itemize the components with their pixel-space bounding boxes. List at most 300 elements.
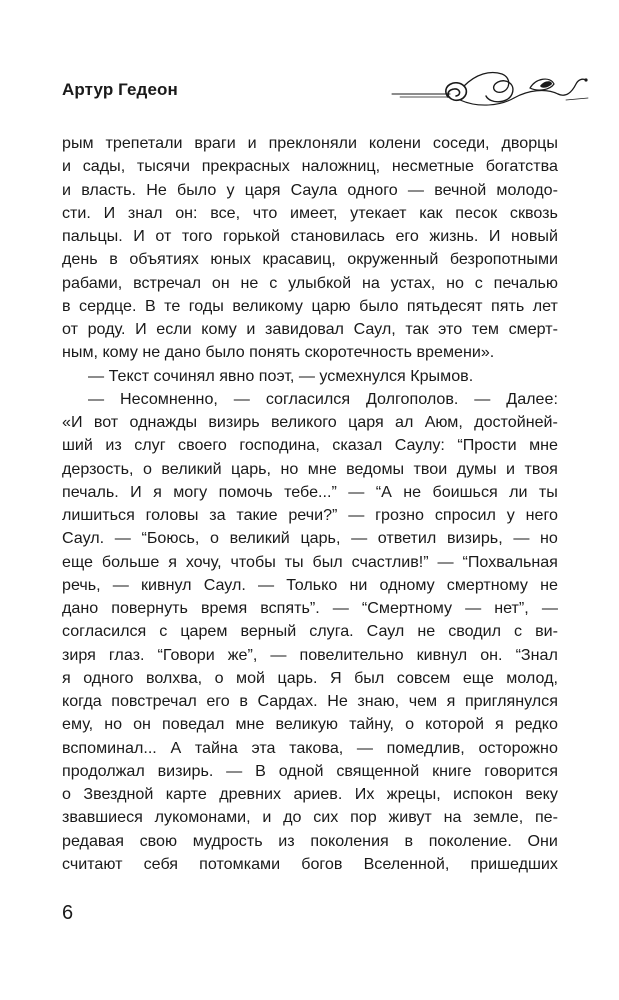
word: враги xyxy=(194,134,236,152)
word: поколения xyxy=(310,831,389,850)
word: тебе...” xyxy=(284,482,337,501)
word: еще xyxy=(62,552,93,571)
word: рабами, xyxy=(62,273,123,292)
word: Саул. xyxy=(203,575,246,594)
word: и xyxy=(247,134,257,152)
word: молодо- xyxy=(496,180,558,199)
word: И xyxy=(103,203,116,222)
word: ответил xyxy=(377,529,437,548)
word: дано xyxy=(62,599,99,617)
word: пять xyxy=(491,296,525,315)
text-line xyxy=(62,504,558,527)
word: о xyxy=(62,785,71,803)
word: дворцы xyxy=(501,134,558,152)
text-line xyxy=(62,248,558,271)
word: ты xyxy=(538,482,558,501)
word: “А xyxy=(375,482,392,501)
word: тем xyxy=(471,320,499,338)
word: утекает xyxy=(350,203,407,222)
word: Саул, xyxy=(353,320,396,338)
text-line xyxy=(62,783,558,806)
text-line-content: ным, кому не дано было понять скоротечность времени». xyxy=(62,343,495,362)
word: — xyxy=(114,529,131,548)
word: если xyxy=(156,320,192,338)
word: карте xyxy=(165,785,207,803)
word: дерзость, xyxy=(62,459,134,478)
running-head-author: Артур Гедеон xyxy=(62,80,178,99)
word: чем xyxy=(408,692,438,710)
word: был xyxy=(354,668,385,687)
word: Они xyxy=(527,831,558,850)
word: все, xyxy=(210,203,241,222)
word: одного xyxy=(347,180,398,199)
word: себя xyxy=(143,854,179,873)
text-line xyxy=(62,574,558,597)
word: Только xyxy=(286,575,338,594)
word: у xyxy=(226,180,235,199)
word: — xyxy=(513,529,530,548)
word: согласился xyxy=(62,622,147,641)
word: что xyxy=(252,203,278,222)
word: Вселенной, xyxy=(363,854,450,873)
word: — xyxy=(88,389,105,408)
word: “Прости xyxy=(457,436,517,455)
word: звавшиеся xyxy=(62,808,143,827)
word: знал xyxy=(127,203,163,222)
word: И xyxy=(135,320,147,338)
word: грозно xyxy=(375,506,424,524)
word: Не xyxy=(327,692,348,710)
word: великому xyxy=(232,296,303,315)
word: власть. xyxy=(81,180,136,199)
word: горькой xyxy=(223,227,281,245)
word: с xyxy=(269,273,278,292)
word: визирь. xyxy=(157,761,214,780)
word: приглянулся xyxy=(464,692,558,710)
word: день xyxy=(62,250,98,269)
word: повернуть xyxy=(111,599,188,617)
text-line-content: — Текст сочинял явно поэт, — усмехнулся Крымов. xyxy=(88,366,474,385)
word: объятиях xyxy=(129,250,199,269)
word: сводил xyxy=(448,622,501,641)
word: верный xyxy=(240,622,297,641)
word: древних xyxy=(219,785,282,803)
word: рым xyxy=(62,134,94,152)
word: с xyxy=(474,273,483,292)
word: с xyxy=(159,622,168,641)
word: волхва, xyxy=(145,668,203,687)
word: из xyxy=(105,436,122,455)
word: И xyxy=(130,482,142,501)
word: пришедших xyxy=(470,854,558,873)
word: — xyxy=(226,761,243,780)
text-line xyxy=(62,830,558,853)
word: великий xyxy=(229,529,290,548)
word: царь. xyxy=(277,668,318,687)
word: в xyxy=(404,831,414,850)
word: жизнь. xyxy=(429,227,479,245)
word: глаз. xyxy=(108,645,145,664)
word: за xyxy=(209,506,226,524)
text-line xyxy=(62,597,558,620)
word: царь, xyxy=(300,529,341,548)
word: редавая xyxy=(62,831,124,850)
word: встречал xyxy=(133,273,201,292)
word: о xyxy=(214,668,224,687)
word: повстречал xyxy=(111,692,197,710)
word: царя xyxy=(244,180,281,199)
word: на xyxy=(443,808,462,827)
word: великий xyxy=(161,459,222,478)
word: смертному xyxy=(446,575,528,594)
text-line xyxy=(62,295,558,318)
text-line xyxy=(62,434,558,457)
word: лишиться xyxy=(62,506,135,524)
word: книге xyxy=(432,761,472,780)
word: ему, xyxy=(62,715,94,734)
word: лет xyxy=(532,296,558,315)
text-line xyxy=(62,132,558,155)
word: “Смертному xyxy=(361,599,453,617)
word: ал xyxy=(395,413,414,431)
word: помедлив, xyxy=(386,738,465,757)
word: царя xyxy=(348,413,384,431)
word: мудрость xyxy=(192,831,263,850)
word: царю xyxy=(311,296,351,315)
word: — xyxy=(437,552,454,571)
word: царем xyxy=(180,622,228,641)
word: веку xyxy=(525,785,558,803)
word: редко xyxy=(514,715,558,734)
word: того xyxy=(181,227,213,245)
word: — xyxy=(356,738,373,757)
word: новый xyxy=(510,227,558,245)
word: вот xyxy=(93,413,119,431)
word: преклоняли xyxy=(268,134,357,152)
word: одному xyxy=(379,575,435,594)
text-line xyxy=(62,458,558,481)
word: те xyxy=(164,296,181,315)
word: завидовал xyxy=(265,320,344,338)
word: был xyxy=(312,552,343,571)
word: песок xyxy=(455,203,498,222)
word: сказал xyxy=(332,436,383,455)
word: однажды xyxy=(129,413,198,431)
word: сердце. xyxy=(79,296,137,315)
word: я xyxy=(153,482,162,501)
page-number: 6 xyxy=(62,902,74,924)
word: я xyxy=(495,715,504,734)
word: тайна xyxy=(194,738,238,757)
word: слуга. xyxy=(309,622,354,641)
word: но xyxy=(540,529,558,548)
word: лукомонами, xyxy=(154,808,251,827)
word: Их xyxy=(354,785,375,803)
text-line xyxy=(62,155,558,178)
text-line xyxy=(62,202,558,225)
word: ариев. xyxy=(293,785,343,803)
word: испокон xyxy=(453,785,513,803)
text-line xyxy=(62,551,558,574)
word: Сардах. xyxy=(257,692,318,710)
word: из xyxy=(278,831,295,850)
word: окруженный xyxy=(347,250,439,269)
word: в xyxy=(239,692,248,710)
word: И xyxy=(488,227,501,245)
word: осторожно xyxy=(478,738,558,757)
word: — xyxy=(233,389,250,408)
word: жрецы, xyxy=(386,785,441,803)
word: не xyxy=(417,622,436,641)
word: красавиц, xyxy=(262,250,336,269)
word: трепетали xyxy=(105,134,183,152)
word: В xyxy=(255,761,266,780)
word: наложниц, xyxy=(301,157,381,176)
text-line xyxy=(62,713,558,736)
text-line xyxy=(62,411,558,434)
word: одной xyxy=(278,761,324,780)
word: нет”, xyxy=(494,599,529,617)
word: господина, xyxy=(239,436,320,455)
text-line xyxy=(62,690,558,713)
word: имеет, xyxy=(289,203,338,222)
word: богатства xyxy=(485,157,558,176)
word: — xyxy=(112,575,129,594)
word: на xyxy=(361,273,380,292)
word: повелительно xyxy=(299,645,404,664)
word: потомками xyxy=(199,854,281,873)
word: кивнул xyxy=(416,645,468,664)
word: он xyxy=(211,273,230,292)
word: у xyxy=(506,506,515,524)
word: великую xyxy=(275,715,338,734)
text-line xyxy=(62,179,558,202)
word: было xyxy=(359,296,399,315)
word: время xyxy=(200,599,248,617)
word: говорится xyxy=(484,761,558,780)
word: священной xyxy=(336,761,420,780)
word: поколение. xyxy=(428,831,512,850)
word: мне xyxy=(235,715,265,734)
text-line xyxy=(62,481,558,504)
word: — xyxy=(257,575,275,594)
word: соседи, xyxy=(432,134,490,152)
word: твои xyxy=(413,459,448,478)
word: безропотными xyxy=(449,250,558,269)
word: речи?” xyxy=(288,506,338,524)
word: с xyxy=(514,622,523,641)
word: и xyxy=(62,180,71,199)
text-line xyxy=(62,365,558,388)
word: головы xyxy=(145,506,199,524)
word: до xyxy=(283,808,302,827)
word: слуг xyxy=(134,436,166,455)
word: Аюм, xyxy=(424,413,463,431)
word: тысячи xyxy=(136,157,190,176)
word: Не xyxy=(146,180,167,199)
word: ший xyxy=(62,436,93,455)
word: одного xyxy=(83,668,134,687)
word: своего xyxy=(178,436,227,455)
word: считают xyxy=(62,854,123,873)
word: я xyxy=(168,552,177,571)
word: — xyxy=(348,506,365,524)
word: и xyxy=(62,157,71,176)
word: еще xyxy=(462,668,494,687)
text-line xyxy=(62,341,558,364)
word: которой xyxy=(425,715,484,734)
word: согласился xyxy=(265,389,351,408)
word: он: xyxy=(175,203,198,222)
word: — xyxy=(332,599,349,617)
word: сквозь xyxy=(509,203,558,222)
text-line xyxy=(62,644,558,667)
word: чтобы xyxy=(230,552,276,571)
word: пор xyxy=(350,808,377,827)
word: и xyxy=(262,808,272,827)
word: он xyxy=(133,715,151,734)
word: о xyxy=(143,459,152,478)
word: молод, xyxy=(506,668,558,687)
word: Далее: xyxy=(506,389,558,408)
word: Саулу: xyxy=(394,436,445,455)
word: устах, xyxy=(390,273,436,292)
word: кому xyxy=(201,320,237,338)
word: достойней- xyxy=(474,413,558,431)
word: я xyxy=(446,692,456,710)
word: “Говори xyxy=(157,645,215,664)
text-line xyxy=(62,272,558,295)
text-line xyxy=(62,620,558,643)
word: эта xyxy=(251,738,276,757)
text-line xyxy=(62,667,558,690)
word: вспять”. xyxy=(260,599,320,617)
word: царь, xyxy=(231,459,272,478)
word: пятьдесят xyxy=(406,296,483,315)
word: юных xyxy=(210,250,251,269)
word: пальцы. xyxy=(62,227,123,245)
word: было xyxy=(176,180,217,199)
word: помочь xyxy=(218,482,273,501)
word: как xyxy=(419,203,443,222)
word: зиря xyxy=(62,645,96,664)
word: вспоминал... xyxy=(62,738,157,757)
word: — xyxy=(351,529,368,548)
word: такова, xyxy=(289,738,344,757)
word: мне xyxy=(307,459,337,478)
text-line xyxy=(62,806,558,829)
word: Звездной xyxy=(83,785,154,803)
word: роду. xyxy=(87,320,126,338)
word: В xyxy=(144,296,156,315)
word: становилась xyxy=(290,227,385,245)
word: мой xyxy=(236,668,266,687)
text-line xyxy=(62,760,558,783)
text-line xyxy=(62,388,558,411)
word: Саула xyxy=(290,180,338,199)
word: о xyxy=(210,529,219,548)
word: «И xyxy=(62,413,83,431)
word: боишься xyxy=(432,482,498,501)
word: но xyxy=(446,273,464,292)
word: такие xyxy=(236,506,278,524)
word: улыбкой xyxy=(288,273,352,292)
word: прекрасных xyxy=(201,157,290,176)
word: “Знал xyxy=(515,645,558,664)
word: А xyxy=(170,738,182,757)
word: Долгополов. xyxy=(365,389,459,408)
word: ты xyxy=(284,552,304,571)
word: это xyxy=(438,320,463,338)
word: же”, xyxy=(227,645,258,664)
word: от xyxy=(155,227,172,245)
word: не xyxy=(540,575,558,594)
word: сады, xyxy=(82,157,126,176)
word: совсем xyxy=(396,668,451,687)
word: — xyxy=(541,599,558,617)
word: несметные xyxy=(391,157,474,176)
word: пе- xyxy=(534,808,558,827)
word: я xyxy=(62,668,71,687)
word: ведомы xyxy=(346,459,405,478)
word: продолжал xyxy=(62,761,145,780)
word: но xyxy=(280,459,299,478)
word: визирь, xyxy=(446,529,503,548)
word: мне xyxy=(529,436,558,455)
word: печаль. xyxy=(62,482,119,501)
text-line xyxy=(62,318,558,341)
word: тайну, xyxy=(349,715,394,734)
flourish-ornament-icon xyxy=(390,64,590,110)
word: твоя xyxy=(524,459,558,478)
word: визирь xyxy=(208,413,260,431)
word: но xyxy=(104,715,123,734)
word: в xyxy=(62,296,71,315)
word: не xyxy=(240,273,259,292)
word: больше xyxy=(101,552,160,571)
word: земле, xyxy=(473,808,524,827)
word: он. xyxy=(480,645,503,664)
word: Саул xyxy=(366,622,405,641)
word: его xyxy=(395,227,419,245)
word: его xyxy=(206,692,230,710)
word: и xyxy=(506,459,516,478)
word: ни xyxy=(349,575,368,594)
word: — xyxy=(270,645,287,664)
word: ви- xyxy=(535,622,558,641)
word: знаю, xyxy=(357,692,400,710)
word: печалью xyxy=(493,273,558,292)
word: смерт- xyxy=(508,320,558,338)
word: великого xyxy=(270,413,337,431)
word: “Похвальная xyxy=(462,552,558,571)
word: И xyxy=(133,227,145,245)
text-line xyxy=(62,737,558,760)
word: спросил xyxy=(434,506,496,524)
text-line xyxy=(62,225,558,248)
word: от xyxy=(62,320,78,338)
word: колени xyxy=(368,134,421,152)
word: свою xyxy=(139,831,178,850)
word: сих xyxy=(313,808,339,827)
word: ли xyxy=(509,482,528,501)
word: могу xyxy=(173,482,208,501)
word: Я xyxy=(329,668,342,687)
body-text xyxy=(62,132,558,876)
word: — xyxy=(465,599,482,617)
word: кивнул xyxy=(140,575,192,594)
word: сти. xyxy=(62,203,91,222)
